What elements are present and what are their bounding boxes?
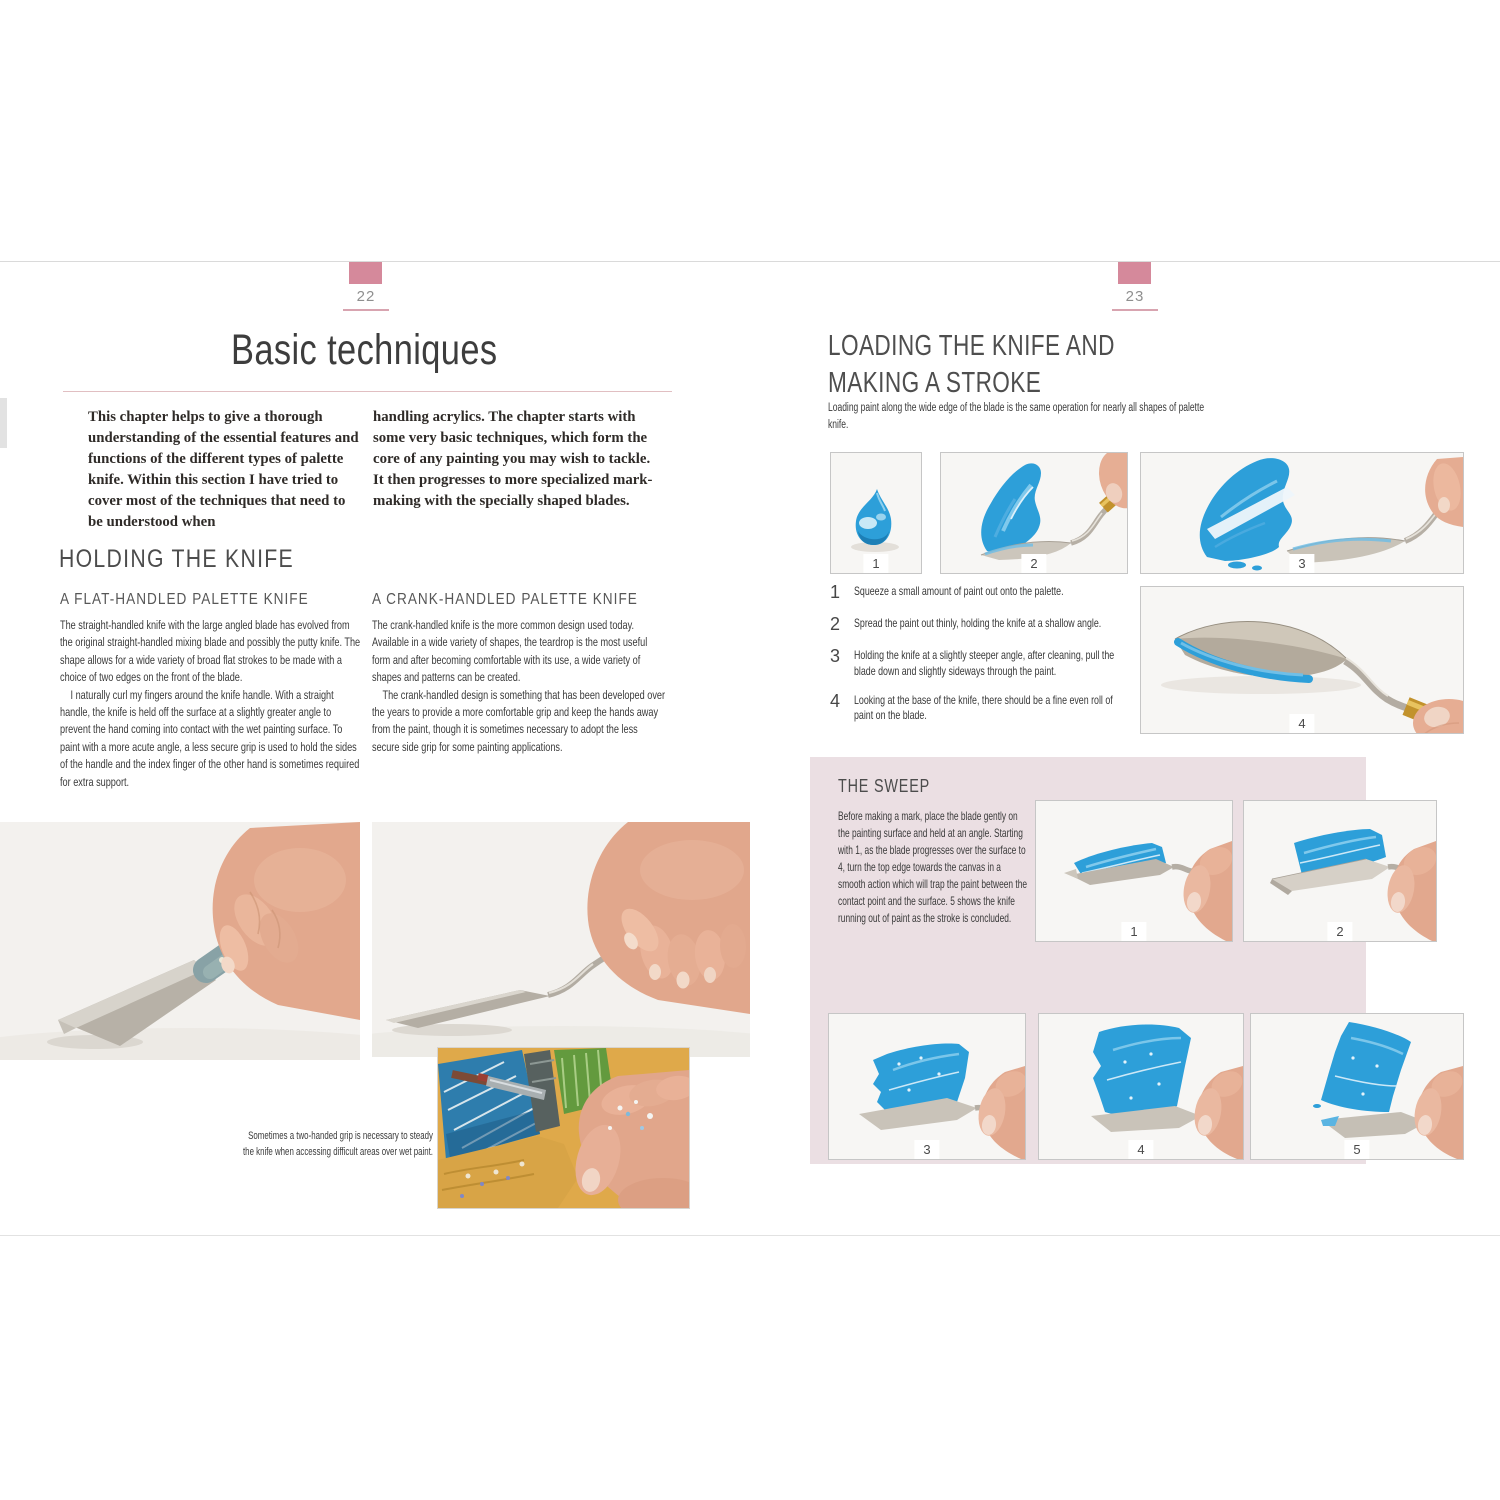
photo-number: 2 [1327, 922, 1352, 941]
chapter-intro-col2: handling acrylics. The chapter starts with some very basic techniques, which form the core of any painting you may wish to tackle. It then progresses to more specialized mark-making with the specially shaped blades. [373, 409, 653, 509]
photo-sweep-2 [1243, 800, 1437, 942]
photo-sweep-1 [1035, 800, 1233, 942]
sweep-body: Before making a mark, place the blade gently on the painting surface and held at an angle. Starting with 1, as the blade progresses over the surface to 4, turn the top edge towards the canvas in a smooth action which will trap the paint between the contact point and the surface. 5 shows the knife running out of paint as the stroke is concluded. [838, 809, 1028, 925]
page-number-underline [343, 309, 389, 311]
step-number: 4 [830, 690, 841, 711]
loading-heading-line1: LOADING THE KNIFE AND [828, 330, 1115, 362]
two-handed-grip-illustration [438, 1048, 689, 1208]
photo-sweep-3 [828, 1013, 1026, 1160]
photo-flat-handle-grip [0, 822, 360, 1060]
loading-heading-line2: MAKING A STROKE [828, 367, 1042, 399]
loading-intro: Loading paint along the wide edge of the blade is the same operation for nearly all shapes of palette knife. [828, 402, 1205, 431]
sweep-step3-illustration [829, 1014, 1025, 1159]
photo-two-handed-grip [437, 1047, 690, 1209]
crank-knife-photo-illustration [372, 822, 750, 1057]
photo-sweep-4 [1038, 1013, 1244, 1160]
flat-knife-para2: I naturally curl my fingers around the knife handle. With a straight handle, the knife is held off the surface at a slightly greater angle to prevent the hand coming into contact with the wet painting surface. To paint with a more acute angle, a less secure grip is used to hold the sides of the handle and the index finger of the other hand is sometimes required for extra support. [60, 687, 360, 789]
sweep-step4-illustration [1039, 1014, 1243, 1159]
title-rule [63, 391, 672, 392]
crank-knife-body [372, 617, 665, 756]
photo-number: 1 [1121, 922, 1146, 941]
paint-roll-blade-illustration [1141, 587, 1463, 733]
chapter-tab-left [349, 262, 382, 284]
flat-knife-body [60, 617, 362, 791]
chapter-intro-col1: This chapter helps to give a thorough understanding of the essential features and functions of the different types of palette knife. Within this section I have tried to cover most of the techniques that need to be understood when [88, 409, 359, 530]
photo-number: 3 [914, 1140, 939, 1159]
photo-number: 3 [1289, 554, 1314, 573]
sweep-step5-illustration [1251, 1014, 1463, 1159]
crank-knife-para1: The crank-handled knife is the more common design used today. Available in a wide variety of shapes, the teardrop is the most useful form and after becoming comfortable with its use, a wide variety of shapes and patterns can be created. [372, 618, 648, 685]
spread-bottom-edge [0, 1235, 1500, 1236]
photo-loading-4 [1140, 586, 1464, 734]
photo-number: 1 [863, 554, 888, 573]
subheading-crank-knife: A CRANK-HANDLED PALETTE KNIFE [372, 591, 638, 608]
step-text: Squeeze a small amount of paint out onto the palette. [854, 584, 1064, 598]
crank-knife-para2: The crank-handled design is something that has been developed over the years to provide a more comfortable grip and keep the hands away from the paint, though it is sometimes necessary to adopt the less secure side grip for some painting applications. [372, 687, 666, 754]
flat-knife-photo-illustration [0, 822, 360, 1060]
photo-number: 4 [1128, 1140, 1153, 1159]
section-heading-holding: HOLDING THE KNIFE [59, 545, 294, 573]
sweep-heading: THE SWEEP [838, 776, 931, 796]
photo-number: 5 [1344, 1140, 1369, 1159]
photo-number: 4 [1289, 714, 1314, 733]
step-text: Spread the paint out thinly, holding the knife at a shallow angle. [854, 616, 1102, 630]
photo-loading-2 [940, 452, 1128, 574]
subheading-flat-knife: A FLAT-HANDLED PALETTE KNIFE [60, 591, 309, 608]
sweep-step1-illustration [1036, 801, 1232, 941]
page-number-right [1104, 288, 1166, 311]
two-handed-grip-caption: Sometimes a two-handed grip is necessary to steady the knife when accessing difficult areas over wet paint. [242, 1130, 433, 1158]
photo-number: 2 [1021, 554, 1046, 573]
photo-loading-1 [830, 452, 922, 574]
spread-top-edge [0, 261, 1500, 262]
step-number: 3 [830, 646, 841, 666]
photo-loading-3 [1140, 452, 1464, 574]
photo-crank-handle-grip [372, 822, 750, 1057]
page-edge-artifact [0, 398, 7, 448]
chapter-tab-right [1118, 262, 1151, 284]
page-title: Basic techniques [231, 326, 498, 374]
step-number: 1 [830, 582, 841, 602]
step-number: 2 [830, 614, 841, 634]
flat-knife-para1: The straight-handled knife with the large angled blade has evolved from the original straight-handled mixing blade and possibly the putty knife. The shape allows for a wide variety of broad flat strokes to be made with a choice of two edges on the front of the blade. [60, 618, 361, 685]
page-number-left [335, 288, 397, 311]
step-text: Looking at the base of the knife, there should be a fine even roll of paint on the blade. [854, 692, 1113, 723]
section-heading-loading [828, 328, 1115, 402]
page-number-underline [1112, 309, 1158, 311]
photo-sweep-5 [1250, 1013, 1464, 1160]
page-number-left-text: 22 [356, 288, 376, 305]
page-number-right-text: 23 [1125, 288, 1145, 305]
sweep-step2-illustration [1244, 801, 1436, 941]
step-text: Holding the knife at a slightly steeper angle, after cleaning, pull the blade down and slightly sideways through the paint. [854, 648, 1115, 678]
